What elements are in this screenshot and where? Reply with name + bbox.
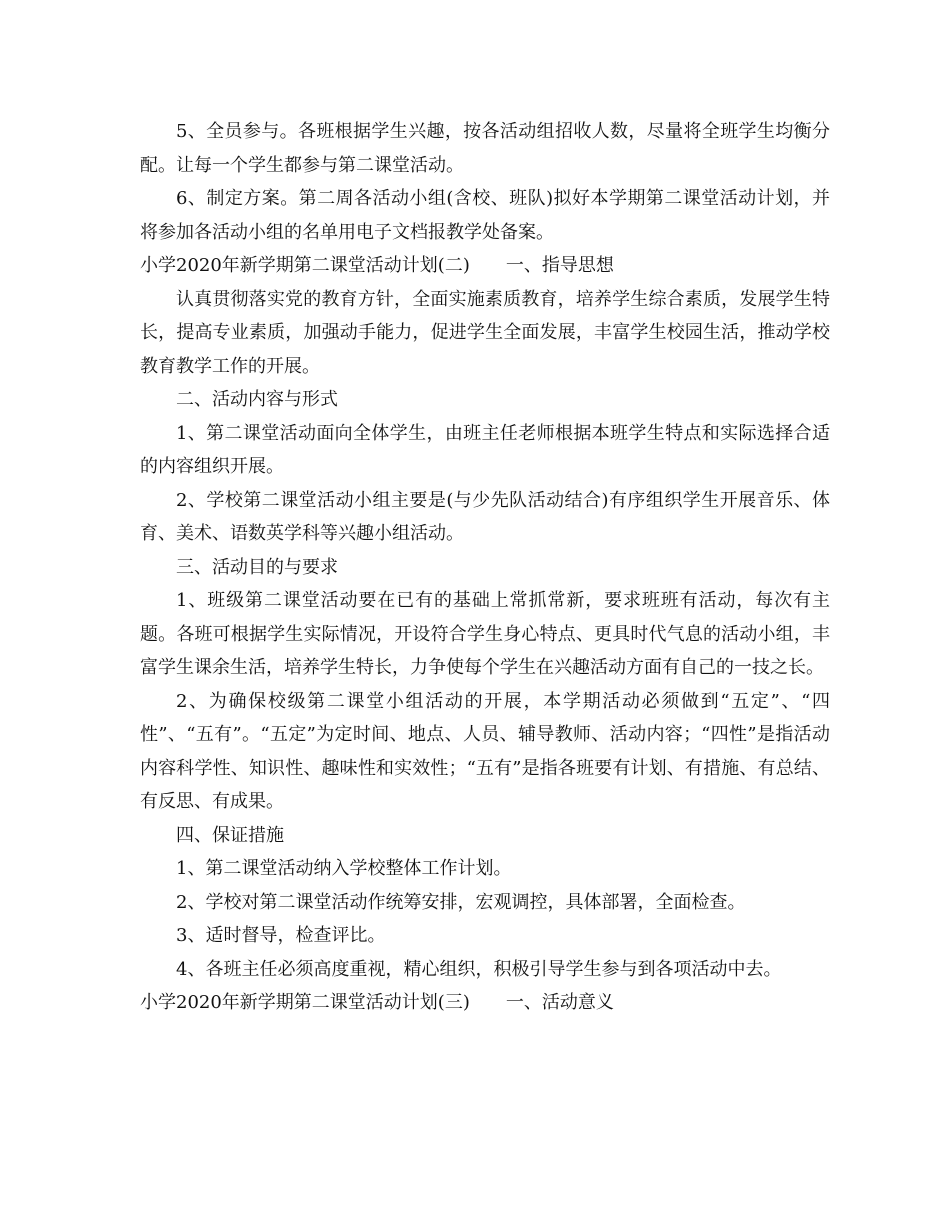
paragraph: 认真贯彻落实党的教育方针，全面实施素质教育，培养学生综合素质，发展学生特长，提高专业素质，加强动手能力，促进学生全面发展，丰富学生校园生活，推动学校教育教学工作的开展。 [140, 288, 830, 377]
section-title: 小学2020年新学期第二课堂活动计划(二) 一、指导思想 [140, 255, 614, 276]
paragraph: 2、学校对第二课堂活动作统筹安排，宏观调控，具体部署，全面检查。 [176, 891, 746, 913]
section-heading: 三、活动目的与要求 [176, 556, 338, 578]
paragraph: 4、各班主任必须高度重视，精心组织，积极引导学生参与到各项活动中去。 [176, 958, 782, 980]
section-heading: 四、保证措施 [176, 824, 284, 846]
paragraph: 5、全员参与。各班根据学生兴趣，按各活动组招收人数，尽量将全班学生均衡分配。让每一个学生都参与第二课堂活动。 [140, 121, 830, 176]
paragraph: 1、第二课堂活动纳入学校整体工作计划。 [176, 858, 512, 879]
document-page [140, 115, 830, 1020]
section-heading: 二、活动内容与形式 [176, 389, 338, 410]
paragraph: 1、班级第二课堂活动要在已有的基础上常抓常新，要求班班有活动，每次有主题。各班可根据学生实际情况，开设符合学生身心特点、更具时代气息的活动小组，丰富学生课余生活，培养学生特长，力争使每个学生在兴趣活动方面有自己的一技之长。 [140, 590, 830, 678]
paragraph: 3、适时督导，检查评比。 [176, 925, 386, 946]
paragraph: 2、学校第二课堂活动小组主要是(与少先队活动结合)有序组织学生开展音乐、体育、美术、语数英学科等兴趣小组活动。 [140, 489, 830, 544]
paragraph: 6、制定方案。第二周各活动小组(含校、班队)拟好本学期第二课堂活动计划，并将参加各活动小组的名单用电子文档报教学处备案。 [140, 188, 830, 243]
paragraph: 1、第二课堂活动面向全体学生，由班主任老师根据本班学生特点和实际选择合适的内容组织开展。 [140, 422, 830, 477]
section-title: 小学2020年新学期第二课堂活动计划(三) 一、活动意义 [140, 992, 614, 1013]
paragraph: 2、为确保校级第二课堂小组活动的开展，本学期活动必须做到“五定”、“四性”、“五有”。“五定”为定时间、地点、人员、辅导教师、活动内容；“四性”是指活动内容科学性、知识性、趣味性和实效性；“五有”是指各班要有计划、有措施、有总结、有反思、有成果。 [140, 690, 830, 812]
